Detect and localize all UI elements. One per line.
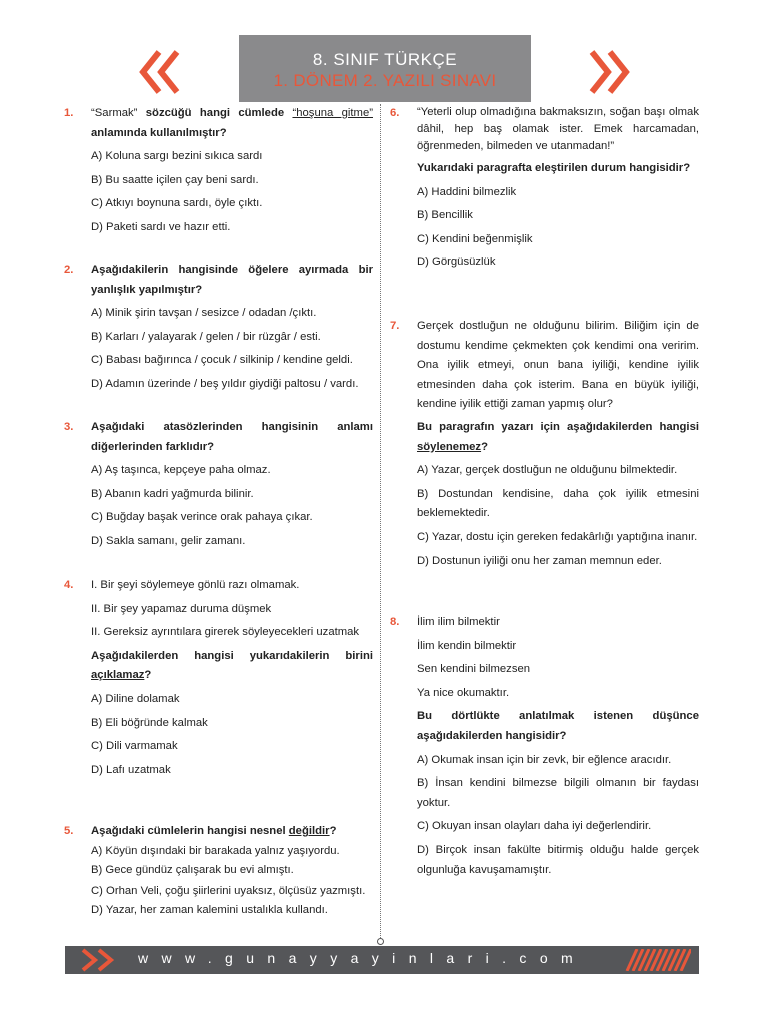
option-a[interactable]: A) Aş taşınca, kepçeye paha olmaz. bbox=[91, 464, 271, 477]
poem-line-1: İlim ilim bilmektir bbox=[417, 616, 500, 628]
right-chevrons-icon bbox=[588, 49, 632, 95]
option-d[interactable]: D) Adamın üzerinde / beş yıldır giydiği paltosu / vardı. bbox=[91, 377, 359, 390]
option-d[interactable]: D) Dostunun iyiliği onu her zaman memnun eder. bbox=[417, 554, 662, 567]
option-d[interactable]: D) Sakla samanı, gelir zamanı. bbox=[91, 534, 246, 547]
column-divider bbox=[380, 104, 381, 940]
option-b[interactable]: B) Bu saatte içilen çay beni sardı. bbox=[91, 173, 259, 186]
question-number: 8. bbox=[390, 616, 400, 628]
question-keyword: söylenemez bbox=[417, 440, 482, 453]
question-text: Bu paragrafın yazarı için aşağıdakilerden hangisi bbox=[417, 420, 699, 433]
question-text: Aşağıdaki cümlelerin hangisi nesnel bbox=[91, 825, 289, 837]
grade-subject-title: 8. SINIF TÜRKÇE bbox=[312, 50, 458, 69]
website-link[interactable]: www.gunayyayinlari.com bbox=[138, 950, 587, 966]
option-a[interactable]: A) Haddini bilmezlik bbox=[417, 185, 517, 198]
question-number: 4. bbox=[64, 579, 74, 591]
option-b[interactable]: B) Eli böğründe kalmak bbox=[91, 716, 208, 729]
question-2 bbox=[64, 261, 373, 395]
question-text: Aşağıdaki atasözlerinden hangisinin anlamı diğerlerinden farklıdır? bbox=[91, 421, 373, 453]
passage: “Yeterli olup olmadığına bakmaksızın, soğan başı olmak dâhil, hep baş olamak ister. Emek harcamadan, öğrenmeden, bilmeden ve utanmadan!” bbox=[417, 106, 699, 152]
option-c[interactable]: C) Buğday başak verince orak pahaya çıkar. bbox=[91, 511, 313, 524]
option-b[interactable]: B) Gece gündüz çalışarak bu evi almıştı. bbox=[91, 864, 294, 877]
option-b[interactable]: B) Bencillik bbox=[417, 209, 473, 222]
option-d[interactable]: D) Paketi sardı ve hazır etti. bbox=[91, 220, 231, 233]
option-c[interactable]: C) Kendini beğenmişlik bbox=[417, 232, 533, 245]
question-8 bbox=[390, 613, 699, 880]
option-a[interactable]: A) Diline dolamak bbox=[91, 692, 180, 705]
poem-line-2: İlim kendin bilmektir bbox=[417, 639, 517, 652]
poem-line-4: Ya nice okumaktır. bbox=[417, 686, 510, 699]
footer-bar bbox=[65, 946, 699, 974]
option-b[interactable]: B) Abanın kadri yağmurda bilinir. bbox=[91, 487, 254, 500]
question-text: “Sarmak” bbox=[91, 107, 146, 119]
question-7 bbox=[390, 317, 699, 571]
question-5 bbox=[64, 822, 373, 920]
option-d[interactable]: D) Yazar, her zaman kalemini ustalıkla kullandı. bbox=[91, 903, 328, 916]
option-c[interactable]: C) Orhan Veli, çoğu şiirlerini uyaksız, ölçüsüz yazmıştı. bbox=[91, 884, 366, 897]
question-number: 7. bbox=[390, 320, 400, 332]
option-c[interactable]: C) Okuyan insan olayları daha iyi değerlendirir. bbox=[417, 820, 652, 833]
option-c[interactable]: C) Dili varmamak bbox=[91, 740, 178, 753]
option-c[interactable]: C) Atkıyı boynuna sardı, öyle çıktı. bbox=[91, 197, 263, 210]
question-1 bbox=[64, 104, 373, 238]
exam-title-banner bbox=[239, 35, 531, 102]
option-d[interactable]: D) Birçok insan fakülte bitirmiş olduğu halde gerçek olgunluğa kavuşamamıştır. bbox=[417, 843, 699, 876]
option-d[interactable]: D) Lafı uzatmak bbox=[91, 763, 171, 776]
question-text: Aşağıdakilerden hangisi yukarıdakilerin birini bbox=[91, 649, 373, 662]
statement-3: II. Gereksiz ayrıntılara girerek söyleyecekleri uzatmak bbox=[91, 626, 360, 639]
question-4 bbox=[64, 576, 373, 780]
question-3 bbox=[64, 418, 373, 552]
question-number: 3. bbox=[64, 421, 74, 433]
question-text-bold: sözcüğü hangi cümlede bbox=[145, 107, 293, 119]
option-a[interactable]: A) Koluna sargı bezini sıkıca sardı bbox=[91, 150, 263, 163]
option-c[interactable]: C) Yazar, dostu için gereken fedakârlığı yaptığına inanır. bbox=[417, 530, 698, 543]
poem-line-3: Sen kendini bilmezsen bbox=[417, 663, 531, 676]
question-text: Yukarıdaki paragrafta eleştirilen durum hangisidir? bbox=[417, 162, 691, 174]
left-chevrons-icon bbox=[137, 49, 181, 95]
statement-2: II. Bir şey yapamaz duruma düşmek bbox=[91, 602, 272, 615]
option-c[interactable]: C) Babası bağırınca / çocuk / silkinip / kendine geldi. bbox=[91, 354, 353, 367]
option-d[interactable]: D) Görgüsüzlük bbox=[417, 256, 496, 269]
option-b[interactable]: B) İnsan kendini bilmezse bilgili olmanın bir faydası yoktur. bbox=[417, 777, 699, 809]
option-b[interactable]: B) Dostundan kendisine, daha çok iyilik etmesini beklemektedir. bbox=[417, 487, 699, 520]
column-divider-end bbox=[377, 938, 384, 945]
question-text: Aşağıdakilerin hangisinde öğelere ayırmada bir yanlışlık yapılmıştır? bbox=[91, 264, 373, 296]
question-mark: ? bbox=[144, 669, 152, 682]
question-number: 1. bbox=[64, 107, 74, 119]
question-6 bbox=[390, 104, 699, 273]
question-number: 5. bbox=[64, 825, 74, 837]
footer-stripes-icon bbox=[625, 949, 691, 971]
passage: Gerçek dostluğun ne olduğunu bilirim. Biliğim için de dostumu kendime çekmekten çok kendimi ona veririm. Ona iyilik etmeyi, onun bana iyiliği, kendine iyilik etmesinden daha çok isterim. Bana en büyük iyiliği, kendine iyilik ettiği zaman yapmış olur? bbox=[417, 320, 699, 411]
option-a[interactable]: A) Okumak insan için bir zevk, bir eğlence aracıdır. bbox=[417, 753, 672, 766]
question-mark: ? bbox=[329, 825, 337, 837]
question-mark: ? bbox=[481, 440, 488, 453]
question-keyword: açıklamaz bbox=[91, 669, 145, 682]
statement-1: I. Bir şeyi söylemeye gönlü razı olmamak. bbox=[91, 579, 300, 591]
option-a[interactable]: A) Köyün dışındaki bir barakada yalnız yaşıyordu. bbox=[91, 844, 340, 857]
option-a[interactable]: A) Yazar, gerçek dostluğun ne olduğunu bilmektedir. bbox=[417, 464, 678, 477]
question-number: 2. bbox=[64, 264, 74, 276]
question-number: 6. bbox=[390, 107, 400, 119]
exam-name-title: 1. DÖNEM 2. YAZILI SINAVI bbox=[273, 71, 497, 90]
option-b[interactable]: B) Karları / yalayarak / gelen / bir rüzgâr / esti. bbox=[91, 330, 321, 343]
option-a[interactable]: A) Minik şirin tavşan / sesizce / odadan /çıktı. bbox=[91, 307, 317, 320]
question-keyword: değildir bbox=[288, 825, 330, 837]
question-text-bold: anlamında kullanılmıştır? bbox=[91, 126, 227, 139]
footer-chevrons-icon bbox=[79, 948, 123, 972]
question-text: Bu dörtlükte anlatılmak istenen düşünce aşağıdakilerden hangisidir? bbox=[417, 710, 699, 742]
question-quote: “hoşuna gitme” bbox=[292, 107, 373, 119]
